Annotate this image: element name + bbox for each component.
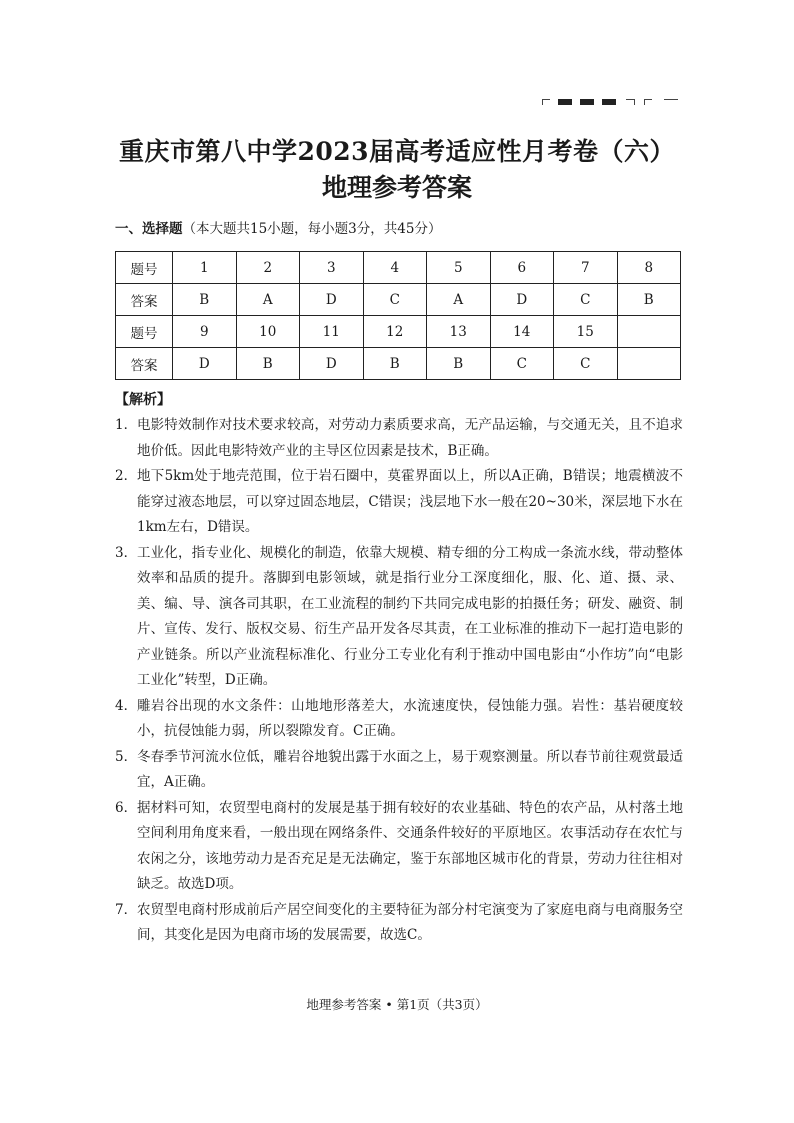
- row-label: 题号: [116, 252, 173, 284]
- table-cell: C: [554, 348, 618, 380]
- table-cell: 15: [554, 316, 618, 348]
- table-cell: 2: [236, 252, 300, 284]
- analysis-list: [115, 413, 683, 949]
- item-text: 电影特效制作对技术要求较高，对劳动力素质要求高，无产品运输，与交通无关，且不追求地价低。因此电影特效产业的主导区位因素是技术，B正确。: [137, 417, 683, 459]
- list-item: [115, 541, 683, 694]
- row-label: 答案: [116, 348, 173, 380]
- table-row: [116, 348, 681, 380]
- list-item: [115, 898, 683, 949]
- table-cell: [617, 316, 681, 348]
- table-cell: 8: [617, 252, 681, 284]
- analysis-heading: 【解析】: [115, 392, 171, 408]
- item-number: 5．: [115, 748, 138, 765]
- table-cell: C: [554, 284, 618, 316]
- item-text: 据材料可知，农贸型电商村的发展是基于拥有较好的农业基础、特色的农产品，从村落土地空间利用角度来看，一般出现在网络条件、交通条件较好的平原地区。农事活动存在农忙与农闲之分，该地劳动力是否充足是无法确定，鉴于东部地区城市化的背景，劳动力往往相对缺乏。故选D项。: [137, 799, 683, 892]
- list-item: [115, 464, 683, 541]
- item-number: 2．: [115, 468, 138, 484]
- list-item: [115, 694, 683, 745]
- table-cell: 13: [427, 316, 491, 348]
- item-number: 3．: [115, 544, 138, 561]
- table-cell: D: [173, 348, 237, 380]
- table-cell: 10: [236, 316, 300, 348]
- page-title: 重庆市第八中学2023届高考适应性月考卷（六）: [118, 137, 676, 166]
- row-label: 题号: [116, 316, 173, 348]
- corner-marks: [540, 91, 680, 99]
- item-number: 7．: [115, 901, 138, 918]
- table-cell: A: [427, 284, 491, 316]
- table-row: [116, 252, 681, 284]
- table-cell: [617, 348, 681, 380]
- table-cell: D: [300, 348, 364, 380]
- item-text: 农贸型电商村形成前后产居空间变化的主要特征为部分村宅演变为了家庭电商与电商服务空间，其变化是因为电商市场的发展需要，故选C。: [137, 901, 683, 943]
- section-note: （本大题共15小题，每小题3分，共45分）: [182, 221, 442, 237]
- table-cell: D: [490, 284, 554, 316]
- table-cell: 1: [173, 252, 237, 284]
- table-cell: 14: [490, 316, 554, 348]
- table-row: [116, 284, 681, 316]
- item-text: 雕岩谷出现的水文条件：山地地形落差大，水流速度快，侵蚀能力强。岩性：基岩硬度较小，抗侵蚀能力弱，所以裂隙发育。C正确。: [137, 697, 683, 739]
- answer-table: [115, 251, 681, 380]
- table-cell: B: [427, 348, 491, 380]
- table-cell: 12: [363, 316, 427, 348]
- row-label: 答案: [116, 284, 173, 316]
- table-cell: 5: [427, 252, 491, 284]
- item-number: 6．: [115, 799, 138, 816]
- table-cell: 11: [300, 316, 364, 348]
- table-row: [116, 316, 681, 348]
- table-cell: 4: [363, 252, 427, 284]
- table-cell: 9: [173, 316, 237, 348]
- table-cell: 6: [490, 252, 554, 284]
- table-cell: 7: [554, 252, 618, 284]
- item-number: 4．: [115, 697, 138, 714]
- table-cell: B: [173, 284, 237, 316]
- item-number: 1．: [115, 417, 138, 433]
- table-cell: 3: [300, 252, 364, 284]
- item-text: 地下5km处于地壳范围，位于岩石圈中，莫霍界面以上，所以A正确，B错误；地震横波不能穿过液态地层，可以穿过固态地层，C错误；浅层地下水一般在20~30米，深层地下水在1km左右，D错误。: [137, 468, 683, 535]
- table-cell: B: [363, 348, 427, 380]
- item-text: 冬春季节河流水位低，雕岩谷地貌出露于水面之上，易于观察测量。所以春节前往观赏最适宜，A正确。: [137, 748, 683, 790]
- table-cell: C: [490, 348, 554, 380]
- table-cell: D: [300, 284, 364, 316]
- table-cell: B: [617, 284, 681, 316]
- page-footer: 地理参考答案 • 第1页（共3页）: [306, 997, 488, 1012]
- page-subtitle: 地理参考答案: [321, 173, 472, 202]
- list-item: [115, 413, 683, 464]
- item-text: 工业化，指专业化、规模化的制造，依靠大规模、精专细的分工构成一条流水线，带动整体效率和品质的提升。落脚到电影领域，就是指行业分工深度细化，服、化、道、摄、录、美、编、导、演各司其职，在工业流程的制约下共同完成电影的拍摄任务；研发、融资、制片、宣传、发行、版权交易、衍生产品开发各尽其责，在工业标准的推动下一起打造电影的产业链条。所以产业流程标准化、行业分工专业化有利于推动中国电影由“小作坊”向“电影工业化”转型，D正确。: [137, 544, 683, 688]
- table-cell: B: [236, 348, 300, 380]
- list-item: [115, 745, 683, 796]
- section-heading: [115, 217, 441, 237]
- table-cell: C: [363, 284, 427, 316]
- list-item: [115, 796, 683, 898]
- table-cell: A: [236, 284, 300, 316]
- section-title: 一、选择题: [115, 221, 183, 237]
